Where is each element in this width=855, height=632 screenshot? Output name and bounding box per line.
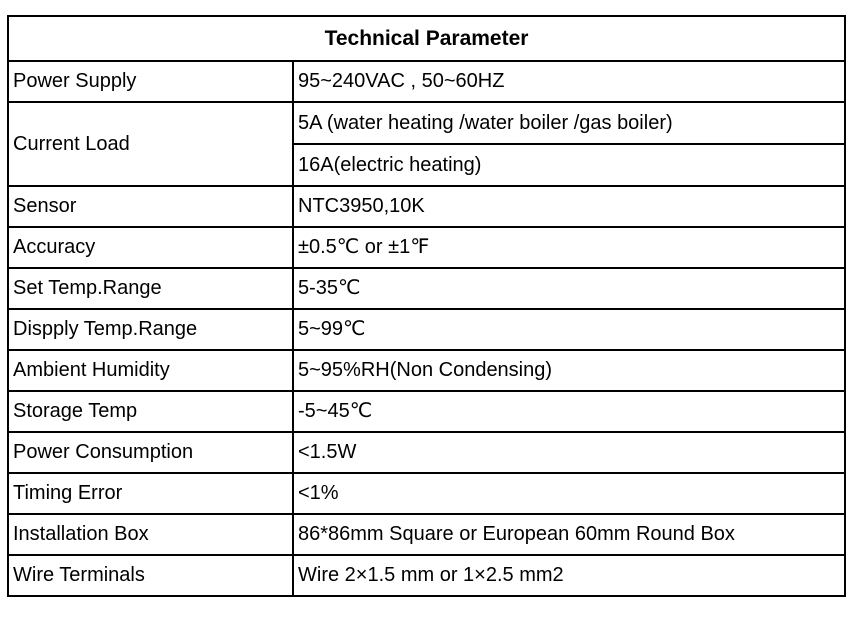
row-label: Set Temp.Range (8, 268, 293, 309)
row-label: Dispply Temp.Range (8, 309, 293, 350)
row-value: <1% (293, 473, 845, 514)
row-value: <1.5W (293, 432, 845, 473)
row-value: ±0.5℃ or ±1℉ (293, 227, 845, 268)
table-row-sensor (8, 186, 845, 227)
row-value: 95~240VAC , 50~60HZ (293, 61, 845, 102)
row-label: Ambient Humidity (8, 350, 293, 391)
table-row-current-load (8, 102, 845, 144)
table-row-storage-temp (8, 391, 845, 432)
technical-parameter-table (7, 15, 846, 597)
table-row-power-consumption (8, 432, 845, 473)
row-label: Power Supply (8, 61, 293, 102)
row-label: Sensor (8, 186, 293, 227)
row-label: Accuracy (8, 227, 293, 268)
table-title: Technical Parameter (8, 16, 845, 61)
row-label: Current Load (8, 102, 293, 186)
table-row-installation-box (8, 514, 845, 555)
table-row-set-temp-range (8, 268, 845, 309)
table-row-ambient-humidity (8, 350, 845, 391)
table-row-accuracy (8, 227, 845, 268)
row-value: 5~99℃ (293, 309, 845, 350)
row-value: 86*86mm Square or European 60mm Round Box (293, 514, 845, 555)
row-label: Storage Temp (8, 391, 293, 432)
table-row-wire-terminals (8, 555, 845, 596)
row-label: Wire Terminals (8, 555, 293, 596)
row-value: NTC3950,10K (293, 186, 845, 227)
row-value: -5~45℃ (293, 391, 845, 432)
table-row-power-supply (8, 61, 845, 102)
row-value: Wire 2×1.5 mm or 1×2.5 mm2 (293, 555, 845, 596)
table-header-row (8, 16, 845, 61)
row-value: 5-35℃ (293, 268, 845, 309)
row-value: 5A (water heating /water boiler /gas boiler) (293, 102, 845, 144)
row-label: Timing Error (8, 473, 293, 514)
row-label: Installation Box (8, 514, 293, 555)
table-row-timing-error (8, 473, 845, 514)
row-value: 16A(electric heating) (293, 144, 845, 186)
row-label: Power Consumption (8, 432, 293, 473)
row-value: 5~95%RH(Non Condensing) (293, 350, 845, 391)
table-row-display-temp-range (8, 309, 845, 350)
